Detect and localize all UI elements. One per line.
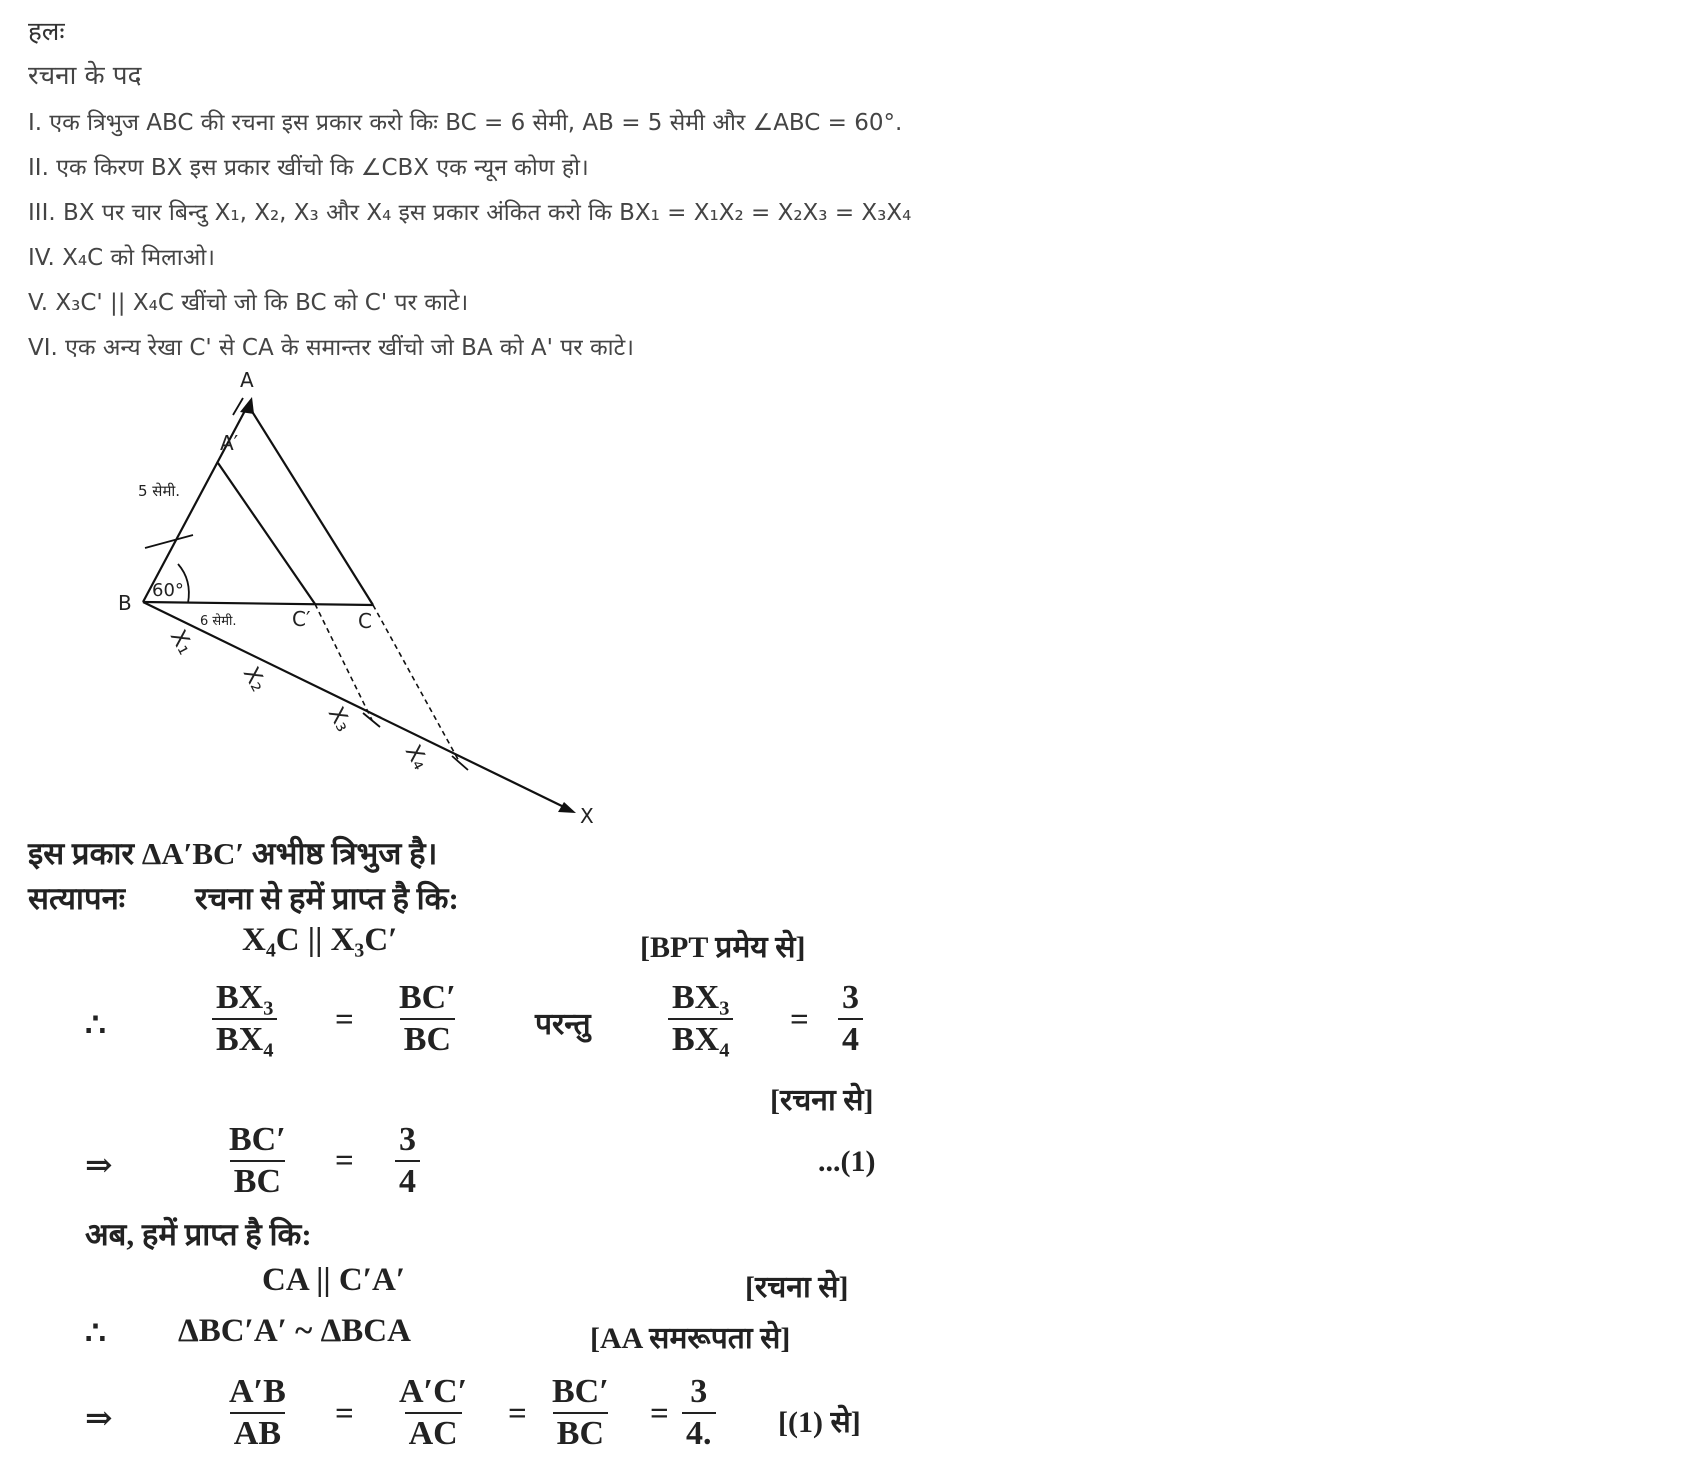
eq6-f2-num: A′C′ [399, 1373, 468, 1410]
eq6-fraction-1 [225, 1372, 290, 1454]
eq2-f1-num: BX₃ [216, 979, 274, 1016]
step-4: IV. X₄C को मिलाओ। [28, 245, 215, 271]
eq3-f1-den: BC [230, 1160, 285, 1202]
arrowhead-x [558, 802, 576, 813]
eq2-equals-1: = [335, 1002, 354, 1038]
verification-text: रचना से हमें प्राप्त है कि: [195, 881, 459, 916]
eq2-f2-den: BC [400, 1018, 455, 1060]
step-1: I. एक त्रिभुज ABC की रचना इस प्रकार करो किः BC = 6 सेमी, AB = 5 सेमी और ∠ABC = 60°. [28, 110, 903, 136]
eq6-f2-den: AC [405, 1412, 462, 1454]
label-a: A [240, 370, 254, 392]
eq3-fraction-1 [225, 1120, 290, 1202]
side-ac [248, 405, 373, 605]
eq6-reason: [(1) से] [778, 1406, 861, 1439]
label-angle: 60° [152, 580, 184, 601]
label-ab-length: 5 सेमी. [138, 482, 181, 500]
label-c-prime: C′ [292, 607, 311, 631]
eq6-f1-den: AB [230, 1412, 285, 1454]
line-x4-c [373, 605, 460, 763]
solution-heading: हलः [28, 17, 65, 47]
step-6: VI. एक अन्य रेखा C' से CA के समान्तर खींचो जो BA को A' पर काटे। [28, 335, 634, 361]
line-a-prime-c-prime [218, 463, 315, 604]
eq2-equals-2: = [790, 1002, 809, 1038]
eq4-statement: CA || C′A′ [262, 1262, 406, 1298]
eq2-fraction-4 [838, 978, 863, 1060]
label-x4: X₄ [399, 741, 433, 774]
eq6-f4-num: 3 [690, 1373, 708, 1410]
eq6-implies: ⇒ [85, 1401, 113, 1437]
label-x: X [580, 804, 594, 828]
eq6-equals-3: = [650, 1396, 669, 1432]
eq2-but: परन्तु [535, 1008, 591, 1041]
eq6-equals-1: = [335, 1396, 354, 1432]
construction-figure [100, 370, 740, 840]
eq2-therefore: ∴ [85, 1008, 106, 1044]
eq6-fraction-4 [682, 1372, 716, 1454]
label-bc-length: 6 सेमी. [200, 614, 237, 629]
label-b: B [118, 591, 132, 615]
now-text: अब, हमें प्राप्त है कि: [85, 1217, 312, 1252]
eq6-f4-den: 4. [682, 1412, 716, 1454]
eq6-f1-num: A′B [229, 1373, 286, 1410]
eq2-f4-den: 4 [838, 1018, 863, 1060]
eq6-equals-2: = [508, 1396, 527, 1432]
result-line: इस प्रकार ΔA′BC′ अभीष्ठ त्रिभुज है। [28, 836, 438, 871]
eq3-implies: ⇒ [85, 1148, 113, 1184]
label-c: C [358, 609, 372, 633]
steps-title: रचना के पद [28, 61, 142, 91]
eq4-reason: [रचना से] [745, 1271, 849, 1304]
eq2-f3-den: BX₄ [668, 1018, 733, 1060]
ray-bx [143, 602, 568, 809]
eq2-fraction-3 [668, 978, 733, 1060]
eq3-fraction-2 [395, 1120, 420, 1202]
eq3-f2-den: 4 [395, 1160, 420, 1202]
eq2-fraction-2 [395, 978, 460, 1060]
eq6-fraction-3 [548, 1372, 613, 1454]
label-x2: X₂ [237, 663, 271, 696]
eq2-f3-num: BX₃ [672, 979, 730, 1016]
label-x3: X₃ [322, 703, 356, 736]
verification-label: सत्यापनः [28, 881, 126, 916]
eq6-fraction-2 [395, 1372, 471, 1454]
eq2-f1-den: BX₄ [212, 1018, 277, 1060]
eq1-reason: [BPT प्रमेय से] [640, 931, 806, 964]
eq2-fraction-1 [212, 978, 277, 1060]
eq5-reason: [AA समरूपता से] [590, 1322, 791, 1355]
eq3-tag: ...(1) [818, 1145, 876, 1178]
eq6-f3-num: BC′ [552, 1373, 609, 1410]
side-bc [143, 602, 373, 605]
label-x1: X₁ [164, 626, 198, 659]
step-3: III. BX पर चार बिन्दु X₁, X₂, X₃ और X₄ इस प्रकार अंकित करो कि BX₁ = X₁X₂ = X₂X₃ = X₃X₄ [28, 200, 912, 226]
step-5: V. X₃C' || X₄C खींचो जो कि BC को C' पर काटे। [28, 290, 469, 316]
label-a-prime: A′ [220, 431, 239, 455]
eq5-statement: ΔBC′A′ ~ ΔBCA [178, 1313, 411, 1349]
eq1-statement: X₄C || X₃C′ [242, 922, 398, 958]
eq3-equals: = [335, 1143, 354, 1179]
step-2: II. एक किरण BX इस प्रकार खींचो कि ∠CBX एक न्यून कोण हो। [28, 155, 589, 181]
eq3-f1-num: BC′ [229, 1121, 286, 1158]
eq6-f3-den: BC [553, 1412, 608, 1454]
eq2-f2-num: BC′ [399, 979, 456, 1016]
eq2-reason: [रचना से] [770, 1084, 874, 1117]
eq2-f4-num: 3 [842, 979, 859, 1016]
eq5-therefore: ∴ [85, 1316, 106, 1352]
eq3-f2-num: 3 [399, 1121, 416, 1158]
